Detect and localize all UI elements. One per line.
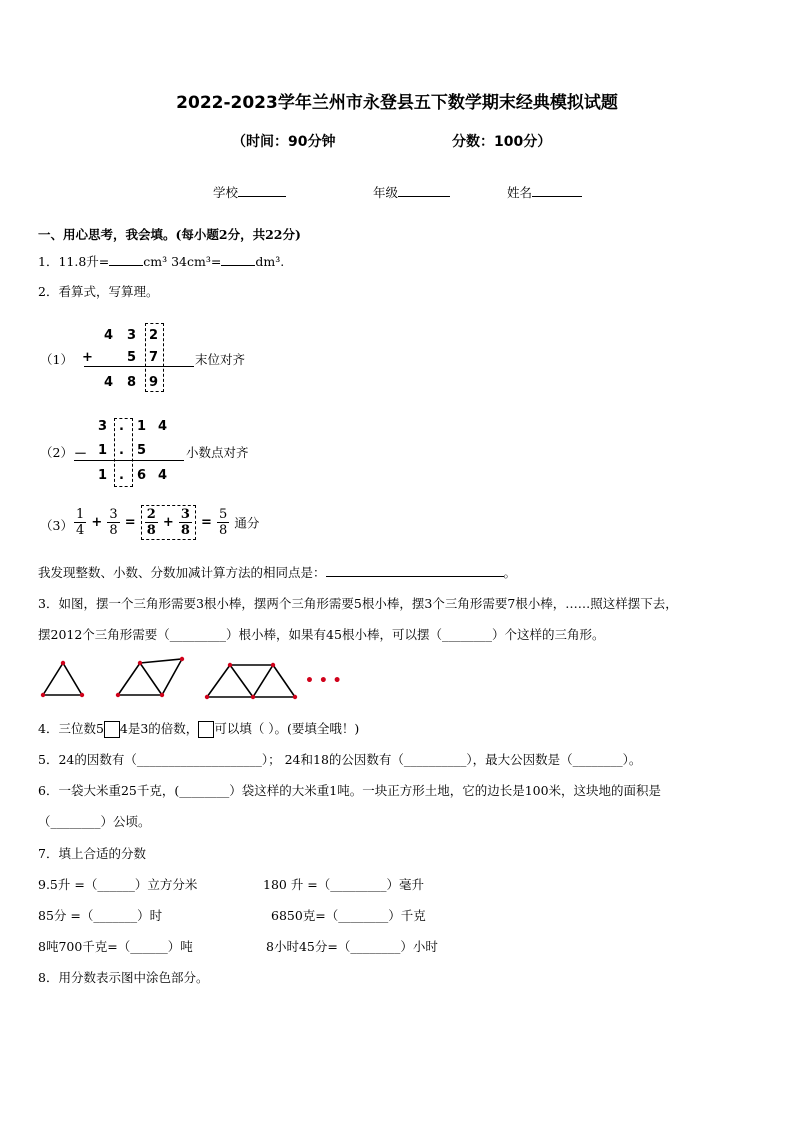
triple-triangle <box>230 665 273 697</box>
q4-part-3: 可以填（ ）。(要填全哦！) <box>214 721 360 736</box>
q4-part-1: 4．三位数5 <box>38 721 104 736</box>
conclusion-blank[interactable] <box>326 576 504 577</box>
q7-item: 8小时45分=（________）小时 <box>266 939 438 954</box>
calc2-digit: 4 <box>158 468 168 483</box>
calc1-digit: 7 <box>149 350 159 365</box>
calc2-digit: 1 <box>98 443 108 458</box>
name-field <box>507 183 582 201</box>
triple-triangle <box>253 665 295 697</box>
calc1-digit: 9 <box>149 375 159 390</box>
grade-field <box>373 183 450 201</box>
conclusion-suffix: 。 <box>503 565 517 580</box>
question-2-prompt: 2．看算式，写算理。 <box>38 284 159 299</box>
question-3-line-2: 摆2012个三角形需要（_________）根小棒，如果有45根小棒，可以摆（________）个这样的三角形。 <box>38 627 605 642</box>
fraction-3-8-b: $\frac{3}{8}$ <box>180 507 190 538</box>
q1-prefix: 1．11.8升= <box>38 254 110 269</box>
question-3-line-1: 3．如图，摆一个三角形需要3根小棒，摆两个三角形需要5根小棒，摆3个三角形需要7根小棒，……照这样摆下去， <box>38 596 678 611</box>
conclusion-prefix: 我发现整数、小数、分数加减计算方法的相同点是： <box>38 565 326 580</box>
fraction-1-4: $\frac{1}{4}$ <box>76 507 85 538</box>
calc2-digit: 6 <box>137 468 147 483</box>
calc2-dashed-box <box>114 418 133 487</box>
calc3-label: （3） <box>40 518 73 533</box>
calc1-digit: 4 <box>104 328 114 343</box>
q7-item: 6850克=（________）千克 <box>271 908 426 923</box>
grade-label: 年级 <box>373 185 399 200</box>
question-1 <box>38 252 284 270</box>
single-triangle <box>43 663 82 695</box>
double-triangle <box>118 663 162 695</box>
name-blank[interactable] <box>532 196 582 197</box>
time-label: （时间：90分钟 <box>232 134 336 150</box>
conclusion-line <box>38 563 516 581</box>
question-8-prompt: 8．用分数表示图中涂色部分。 <box>38 970 209 985</box>
triangle-sticks-figure <box>35 655 355 703</box>
grade-blank[interactable] <box>398 196 450 197</box>
q4-digit-box[interactable] <box>104 721 120 738</box>
calc2-label: （2） <box>40 445 73 460</box>
q1-unit-1: cm³ 34cm³= <box>143 254 222 269</box>
calc2-digit: 3 <box>98 419 108 434</box>
calc1-digit: 3 <box>127 328 137 343</box>
question-6-line-2: （________）公顷。 <box>38 814 151 829</box>
calc2-digit: 4 <box>158 419 168 434</box>
calc1-plus-sign: + <box>82 350 93 365</box>
calc2-point: . <box>119 468 124 483</box>
q7-item: 180 升 =（_________）毫升 <box>263 877 425 892</box>
q1-unit-2: dm³. <box>255 254 285 269</box>
school-label: 学校 <box>213 185 239 200</box>
question-7-prompt: 7．填上合适的分数 <box>38 846 146 861</box>
calc3-expression <box>74 505 259 540</box>
fraction-3-8: $\frac{3}{8}$ <box>109 507 118 538</box>
calc3-dashed-box <box>141 505 196 540</box>
question-4 <box>38 719 359 738</box>
calc1-label: （1） <box>40 352 73 367</box>
calc2-point: . <box>119 443 124 458</box>
q1-blank-1[interactable] <box>109 265 143 266</box>
calc2-digit: 1 <box>137 419 147 434</box>
calc3-note: 通分 <box>234 515 260 531</box>
question-5: 5．24的因数有（____________________）； 24和18的公因数有（__________），最大公因数是（________）。 <box>38 752 642 767</box>
q7-item: 9.5升 =（______）立方分米 <box>38 877 198 892</box>
calc1-rule <box>84 366 194 367</box>
calc2-note: 小数点对齐 <box>186 445 249 460</box>
plus-sign: + <box>162 515 174 530</box>
q7-item: 85分 =（_______）时 <box>38 908 163 923</box>
calc2-minus-sign: － <box>74 447 88 462</box>
section-heading: 一、用心思考，我会填。(每小题2分，共22分) <box>38 227 301 242</box>
equals-sign: = <box>124 515 136 530</box>
q7-item: 8吨700千克=（______）吨 <box>38 939 193 954</box>
calc2-digit: 5 <box>137 443 147 458</box>
fraction-5-8: $\frac{5}{8}$ <box>219 507 228 538</box>
calc2-digit: 1 <box>98 468 108 483</box>
triple-triangle <box>207 665 253 697</box>
calc1-note: 末位对齐 <box>195 352 246 367</box>
plus-sign: + <box>91 515 103 530</box>
double-triangle <box>140 659 182 695</box>
name-label: 姓名 <box>507 185 533 200</box>
page-title: 2022-2023学年兰州市永登县五下数学期末经典模拟试题 <box>176 93 618 113</box>
calc1-digit: 4 <box>104 375 114 390</box>
equals-sign: = <box>201 515 212 530</box>
calc1-digit: 2 <box>149 328 159 343</box>
calc2-point: . <box>119 419 124 434</box>
q1-blank-2[interactable] <box>221 265 255 266</box>
q4-part-2: 4是3的倍数， <box>119 721 199 736</box>
score-label: 分数：100分） <box>452 134 552 150</box>
school-field <box>213 183 286 201</box>
calc1-digit: 8 <box>127 375 137 390</box>
calc1-dashed-box <box>145 323 164 392</box>
calc1-digit: 5 <box>127 350 137 365</box>
question-6-line-1: 6．一袋大米重25千克，(________）袋这样的大米重1吨。一块正方形土地，它的边长是100米，这块地的面积是 <box>38 783 662 798</box>
school-blank[interactable] <box>238 196 286 197</box>
continuation-dots: • • • <box>305 673 342 689</box>
fraction-2-8: $\frac{2}{8}$ <box>146 507 156 538</box>
q4-digit-box-2[interactable] <box>198 721 214 738</box>
